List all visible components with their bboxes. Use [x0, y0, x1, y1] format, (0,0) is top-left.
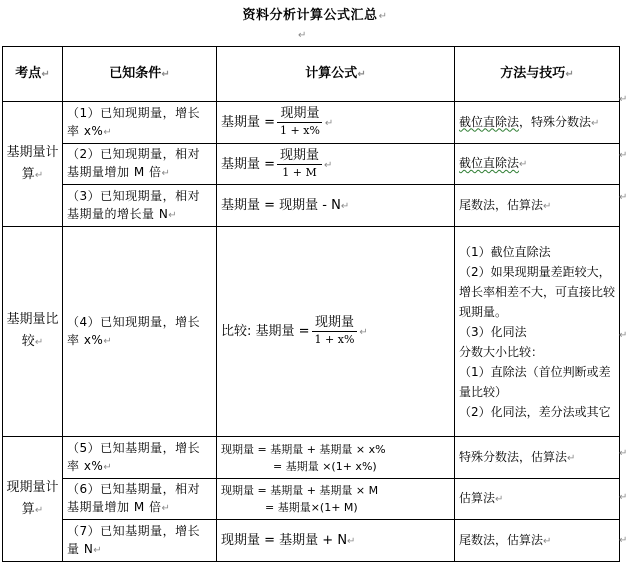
condition-cell: （4）已知现期量，增长率 x%↵	[63, 227, 217, 437]
paragraph-mark-icon: ↵	[378, 11, 388, 22]
method-cell: 尾数法，估算法↵	[455, 185, 620, 227]
formula-cell: 现期量 = 基期量 + 基期量 × x% = 基期量 ×(1+ x%)	[217, 437, 455, 479]
table-row	[3, 437, 620, 479]
table-row	[3, 102, 620, 144]
row-end-mark-icon: ↵	[619, 150, 628, 161]
group-label: 现期量计算↵	[3, 437, 63, 562]
method-cell: （1）截位直除法 （2）如果现期量差距较大，增长率相差不大，可直接比较现期量。 （3）化同法 分数大小比较： （1）直除法（首位判断或差量比较） （2）化同法，差分法或其它	[455, 227, 620, 437]
formula-cell: 基期量 = $\frac{\text{现期量}}{1 + M}$ ↵	[217, 144, 455, 185]
condition-cell: （7）已知基期量，增长量 N↵	[63, 520, 217, 562]
table-row	[3, 520, 620, 562]
formula-cell: 基期量 = $\frac{\text{现期量}}{1 + x\%}$ ↵	[217, 102, 455, 144]
paragraph-mark-icon: ↵	[298, 30, 307, 41]
row-end-mark-icon: ↵	[619, 94, 628, 105]
table-row	[3, 479, 620, 520]
condition-cell: （3）已知现期量，相对基期量的增长量 N↵	[63, 185, 217, 227]
group-label: 基期量计算↵	[3, 102, 63, 227]
header-row	[3, 47, 620, 102]
row-end-mark-icon: ↵	[619, 330, 628, 341]
method-cell: 截位直除法↵	[455, 144, 620, 185]
row-end-mark-icon: ↵	[619, 535, 628, 546]
header-col2: 已知条件↵	[63, 47, 217, 102]
row-end-mark-icon: ↵	[619, 448, 628, 459]
formula-cell: 基期量 = 现期量 - N↵	[217, 185, 455, 227]
condition-cell: （2）已知现期量，相对基期量增加 M 倍↵	[63, 144, 217, 185]
header-col3: 计算公式↵	[217, 47, 455, 102]
table-row	[3, 185, 620, 227]
formula-cell: 现期量 = 基期量 + N↵	[217, 520, 455, 562]
group-label: 基期量比较↵	[3, 227, 63, 437]
table-row	[3, 227, 620, 437]
document-title: 资料分析计算公式汇总↵	[242, 8, 388, 23]
formula-cell: 现期量 = 基期量 + 基期量 × M = 基期量×(1+ M)	[217, 479, 455, 520]
condition-cell: （5）已知基期量，增长率 x%↵	[63, 437, 217, 479]
table-row	[3, 144, 620, 185]
method-cell: 估算法↵	[455, 479, 620, 520]
formula-table	[2, 46, 620, 562]
condition-cell: （1）已知现期量，增长率 x%↵	[63, 102, 217, 144]
row-end-mark-icon: ↵	[619, 492, 628, 503]
header-col1: 考点↵	[3, 47, 63, 102]
formula-cell: 比较: 基期量 = $\frac{\text{现期量}}{1 + x\%}$ ↵	[217, 227, 455, 437]
method-cell: 特殊分数法，估算法↵	[455, 437, 620, 479]
method-cell: 尾数法，估算法↵	[455, 520, 620, 562]
header-col4: 方法与技巧↵	[455, 47, 620, 102]
row-end-mark-icon: ↵	[619, 192, 628, 203]
method-cell: 截位直除法，特殊分数法↵	[455, 102, 620, 144]
condition-cell: （6）已知基期量，相对基期量增加 M 倍↵	[63, 479, 217, 520]
